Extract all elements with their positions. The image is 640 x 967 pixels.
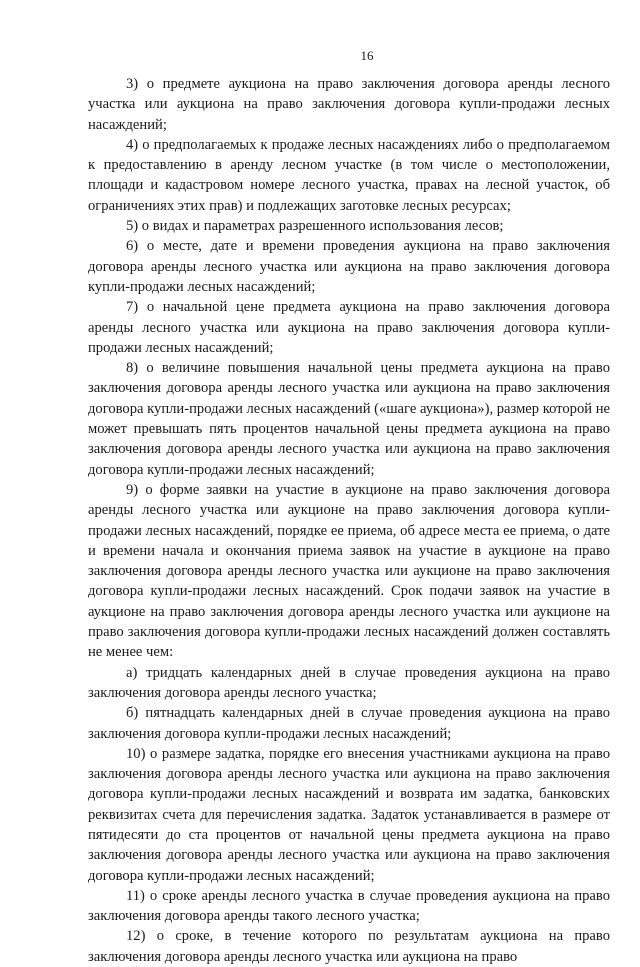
document-page: [88, 48, 610, 967]
paragraph-item-5: 5) о видах и параметрах разрешенного использования лесов;: [126, 218, 504, 235]
paragraph-subitem-b: б) пятнадцать календарных дней в случае проведения аукциона на право заключения договора купли-продажи лесных насаждений;: [88, 705, 610, 742]
paragraph-item-12: 12) о сроке, в течение которого по результатам аукциона на право заключения договора аренды лесного участка или аукциона на право: [88, 928, 610, 965]
paragraph-item-4: 4) о предполагаемых к продаже лесных насаждениях либо о предполагаемом к предоставлению в аренду лесном участке (в том числе о местоположении, площади и кадастровом номере лесного участка, правах на лесной участок, об ограничениях этих прав) и подлежащих заготовке лесных ресурсах;: [88, 136, 610, 214]
paragraph-item-10: 10) о размере задатка, порядке его внесения участниками аукциона на право заключения договора аренды лесного участка или аукциона на право заключения договора купли-продажи лесных насаждений и возврата им задатка, банковских реквизитах счета для перечисления задатка. Задаток устанавливается в размере от пятидесяти до ста процентов от начальной цены предмета аукциона на право заключения договора аренды лесного участка или аукциона на право заключения договора купли-продажи лесных насаждений;: [88, 745, 610, 884]
paragraph-item-8: 8) о величине повышения начальной цены предмета аукциона на право заключения договора аренды лесного участка или аукциона на право заключения договора купли-продажи лесных насаждений («шаге аукциона»), размер которой не может превышать пять процентов начальной цены предмета аукциона на право заключения договора аренды лесного участка или аукциона на право заключения договора купли-продажи лесных насаждений;: [88, 360, 611, 478]
page-number: 16: [360, 48, 374, 63]
paragraph-item-9: 9) о форме заявки на участие в аукционе на право заключения договора аренды лесного участка или аукционе на право заключения договора купли-продажи лесных насаждений, порядке ее приема, об адресе места ее приема, о дате и времени начала и окончания приема заявок на участие в аукционе на право заключения договора аренды лесного участка или аукционе на право заключения договора купли-продажи лесных насаждений. Срок подачи заявок на участие в аукционе на право заключения договора аренды лесного участка или аукционе на право заключения договора купли-продажи лесных насаждений должен составлять не менее чем:: [88, 481, 610, 661]
paragraph-item-6: 6) о месте, дате и времени проведения аукциона на право заключения договора аренды лесного участка или аукциона на право заключения договора купли-продажи лесных насаждений;: [88, 238, 610, 295]
paragraph-item-3: 3) о предмете аукциона на право заключения договора аренды лесного участка или аукциона на право заключения договора купли-продажи лесных насаждений;: [88, 76, 610, 133]
paragraph-item-7: 7) о начальной цене предмета аукциона на право заключения договора аренды лесного участка или аукциона на право заключения договора купли-продажи лесных насаждений;: [88, 299, 610, 356]
paragraph-item-11: 11) о сроке аренды лесного участка в случае проведения аукциона на право заключения договора аренды такого лесного участка;: [88, 887, 610, 925]
paragraph-subitem-a: а) тридцать календарных дней в случае проведения аукциона на право заключения договора аренды лесного участка;: [88, 664, 610, 701]
